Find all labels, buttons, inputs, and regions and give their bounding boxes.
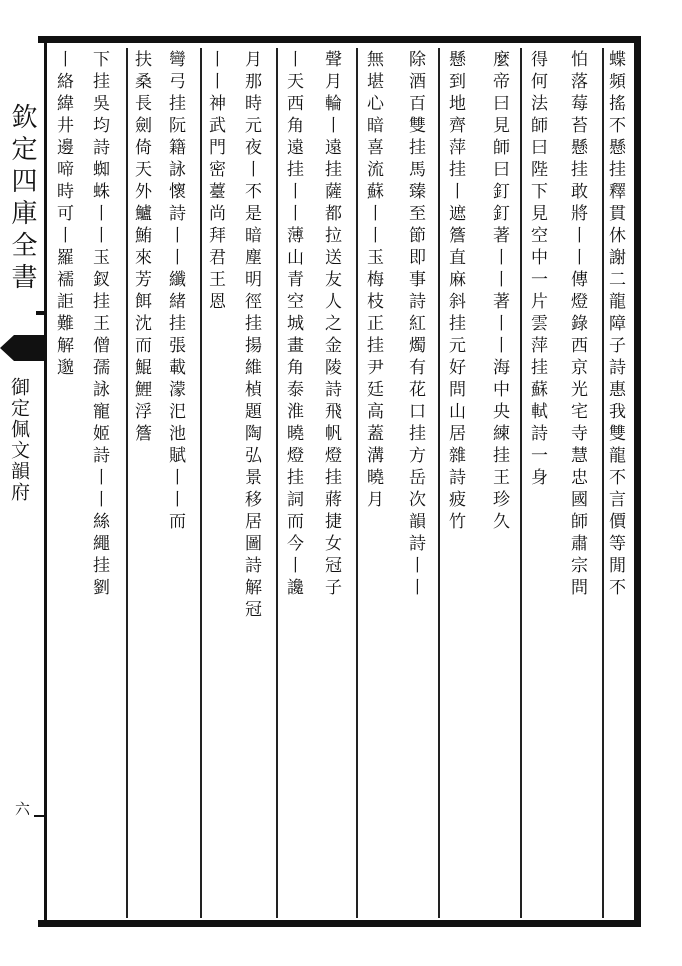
text-column: [606, 50, 636, 920]
column-rule: [356, 48, 358, 918]
page-number-mark: [34, 815, 44, 817]
column-text: 月那時元夜丨不是暗塵明徑挂揚維楨題陶弘景移居圖詩解冠: [241, 50, 261, 622]
column-rule: [126, 48, 128, 918]
column-text: 麼帝曰見師曰釘釘著丨丨著丨丨海中央練挂王珍久: [489, 50, 509, 534]
column-text: 聲月輪丨遠挂薩都拉送友人之金陵詩飛帆燈挂蔣捷女冠子: [321, 50, 341, 600]
text-column: [284, 50, 316, 920]
frame-top-border: [38, 36, 640, 43]
text-column: [322, 50, 354, 920]
column-text: 無堪心暗喜流蘇丨丨玉梅枝正挂尹廷高蓋溝曉月: [363, 50, 383, 512]
margin-divider: [36, 311, 44, 315]
column-text: 丨絡緯井邊啼時可丨羅襦詎難解邈: [53, 50, 73, 380]
text-column: [406, 50, 440, 920]
text-column: [90, 50, 122, 920]
fish-tail-mark: [0, 335, 44, 361]
text-column: [54, 50, 86, 920]
text-column: [206, 50, 238, 920]
text-column: [364, 50, 398, 920]
column-text: 懸到地齊萍挂丨遮簷直麻斜挂元好問山居雜詩疲竹: [445, 50, 465, 534]
text-column: [132, 50, 164, 920]
column-text: 怕落莓苔懸挂敢將丨丨傳燈錄西京光宅寺慧忠國師肅宗問: [567, 50, 587, 600]
margin-book-title: 御定佩文韻府: [8, 377, 30, 503]
column-text: 除酒百雙挂馬臻至節即事詩紅燭有花口挂方岳次韻詩丨丨: [405, 50, 425, 600]
column-text: 彎弓挂阮籍詠懷詩丨丨纖緒挂張載濛汜池賦丨丨而: [165, 50, 185, 534]
column-rule: [200, 48, 202, 918]
margin-title: 欽定四庫全書: [7, 103, 37, 295]
column-text: 得何法師曰陛下見空中一片雲萍挂蘇軾詩一身: [527, 50, 547, 490]
text-column: [446, 50, 480, 920]
column-rule: [602, 48, 604, 918]
column-text: 丨丨神武門密薹尚拜君王恩: [205, 50, 225, 314]
column-rule: [276, 48, 278, 918]
column-text: 蝶頻搖不懸挂釋貫休謝二龍障子詩惠我雙龍不言價等閒不: [605, 50, 625, 600]
text-column: [490, 50, 522, 920]
column-text: 下挂吳均詩蜘蛛丨丨玉釵挂王僧孺詠寵姬詩丨丨絲繩挂劉: [89, 50, 109, 600]
column-text: 扶桑長劍倚天外鱸鮪來芳餌沈而鯤鯉浮簷: [131, 50, 151, 446]
page-number: 六: [13, 801, 31, 816]
text-column: [528, 50, 560, 920]
frame-left-border: [44, 36, 47, 927]
column-text: 丨天西角遠挂丨丨薄山青空城畫角泰淮曉燈挂詞而今丨讒: [283, 50, 303, 600]
text-column: [166, 50, 198, 920]
margin-strip: [0, 43, 44, 920]
text-column: [568, 50, 600, 920]
frame-bottom-border: [38, 920, 640, 927]
text-column: [242, 50, 274, 920]
